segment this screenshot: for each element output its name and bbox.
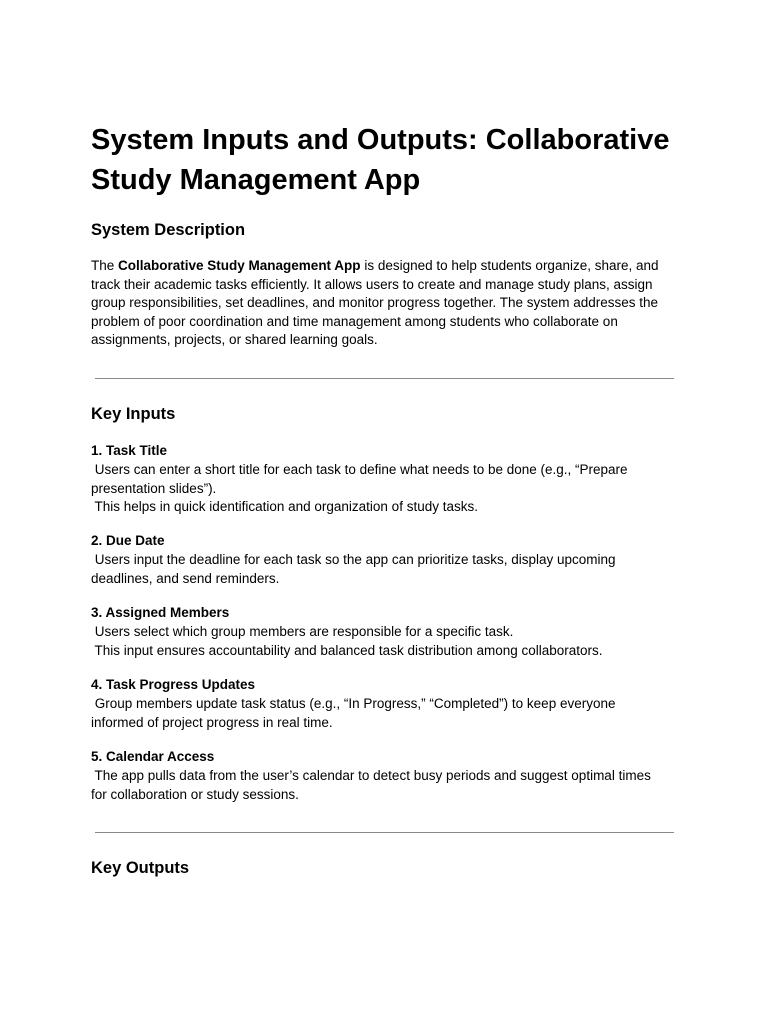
input-item-line: informed of project progress in real time. bbox=[91, 714, 333, 730]
description-line-1 bbox=[91, 257, 681, 276]
description-intro-prefix: The bbox=[91, 258, 119, 273]
title-line-1: System Inputs and Outputs: Collaborative bbox=[91, 124, 670, 156]
description-line-4: problem of poor coordination and time management among students who collaborate on bbox=[91, 313, 618, 329]
system-description-paragraph bbox=[91, 257, 681, 350]
input-item-line: deadlines, and send reminders. bbox=[91, 570, 280, 586]
input-item-line: Users input the deadline for each task so the app can prioritize tasks, display upcoming bbox=[91, 552, 616, 567]
description-line-2: track their academic tasks efficiently. It allows users to create and manage study plans, assign bbox=[91, 276, 653, 292]
description-line-1-suffix: is designed to help students organize, share, and bbox=[360, 258, 659, 273]
input-item-line: This helps in quick identification and organization of study tasks. bbox=[91, 499, 478, 515]
input-item-body bbox=[91, 623, 681, 660]
system-description-heading: System Description bbox=[91, 221, 246, 239]
input-item-title: 3. Assigned Members bbox=[91, 605, 230, 620]
input-item-body bbox=[91, 551, 681, 588]
description-line-3: group responsibilities, set deadlines, and monitor progress together. The system addresses the bbox=[91, 295, 659, 311]
input-item-line: Users select which group members are responsible for a specific task. bbox=[91, 624, 514, 639]
input-item-body bbox=[91, 695, 681, 732]
input-item-line: This input ensures accountability and balanced task distribution among collaborators. bbox=[91, 642, 603, 658]
input-item-line: Users can enter a short title for each task to define what needs to be done (e.g., “Prepare bbox=[91, 462, 628, 477]
key-outputs-heading: Key Outputs bbox=[91, 859, 190, 877]
input-item-title: 4. Task Progress Updates bbox=[91, 677, 256, 692]
input-item-assigned-members bbox=[91, 604, 681, 660]
input-item-title: 5. Calendar Access bbox=[91, 749, 215, 764]
input-item-line: presentation slides”). bbox=[91, 480, 217, 496]
input-item-body bbox=[91, 767, 681, 804]
section-divider bbox=[95, 832, 674, 833]
document-title bbox=[91, 120, 681, 200]
key-inputs-heading: Key Inputs bbox=[91, 405, 176, 423]
section-divider bbox=[95, 378, 674, 379]
input-item-line: The app pulls data from the user’s calendar to detect busy periods and suggest optimal times bbox=[91, 768, 651, 783]
description-line-5: assignments, projects, or shared learning goals. bbox=[91, 332, 378, 348]
app-name: Collaborative Study Management App bbox=[118, 258, 361, 273]
input-item-task-title bbox=[91, 442, 681, 517]
input-item-calendar-access bbox=[91, 748, 681, 804]
input-item-body bbox=[91, 461, 681, 517]
input-item-line: Group members update task status (e.g., “In Progress,” “Completed”) to keep everyone bbox=[91, 696, 616, 711]
input-item-title: 1. Task Title bbox=[91, 443, 168, 458]
title-line-2: Study Management App bbox=[91, 164, 421, 196]
input-item-line: for collaboration or study sessions. bbox=[91, 786, 299, 802]
input-item-due-date bbox=[91, 532, 681, 588]
input-item-task-progress-updates bbox=[91, 676, 681, 732]
input-item-title: 2. Due Date bbox=[91, 533, 165, 548]
